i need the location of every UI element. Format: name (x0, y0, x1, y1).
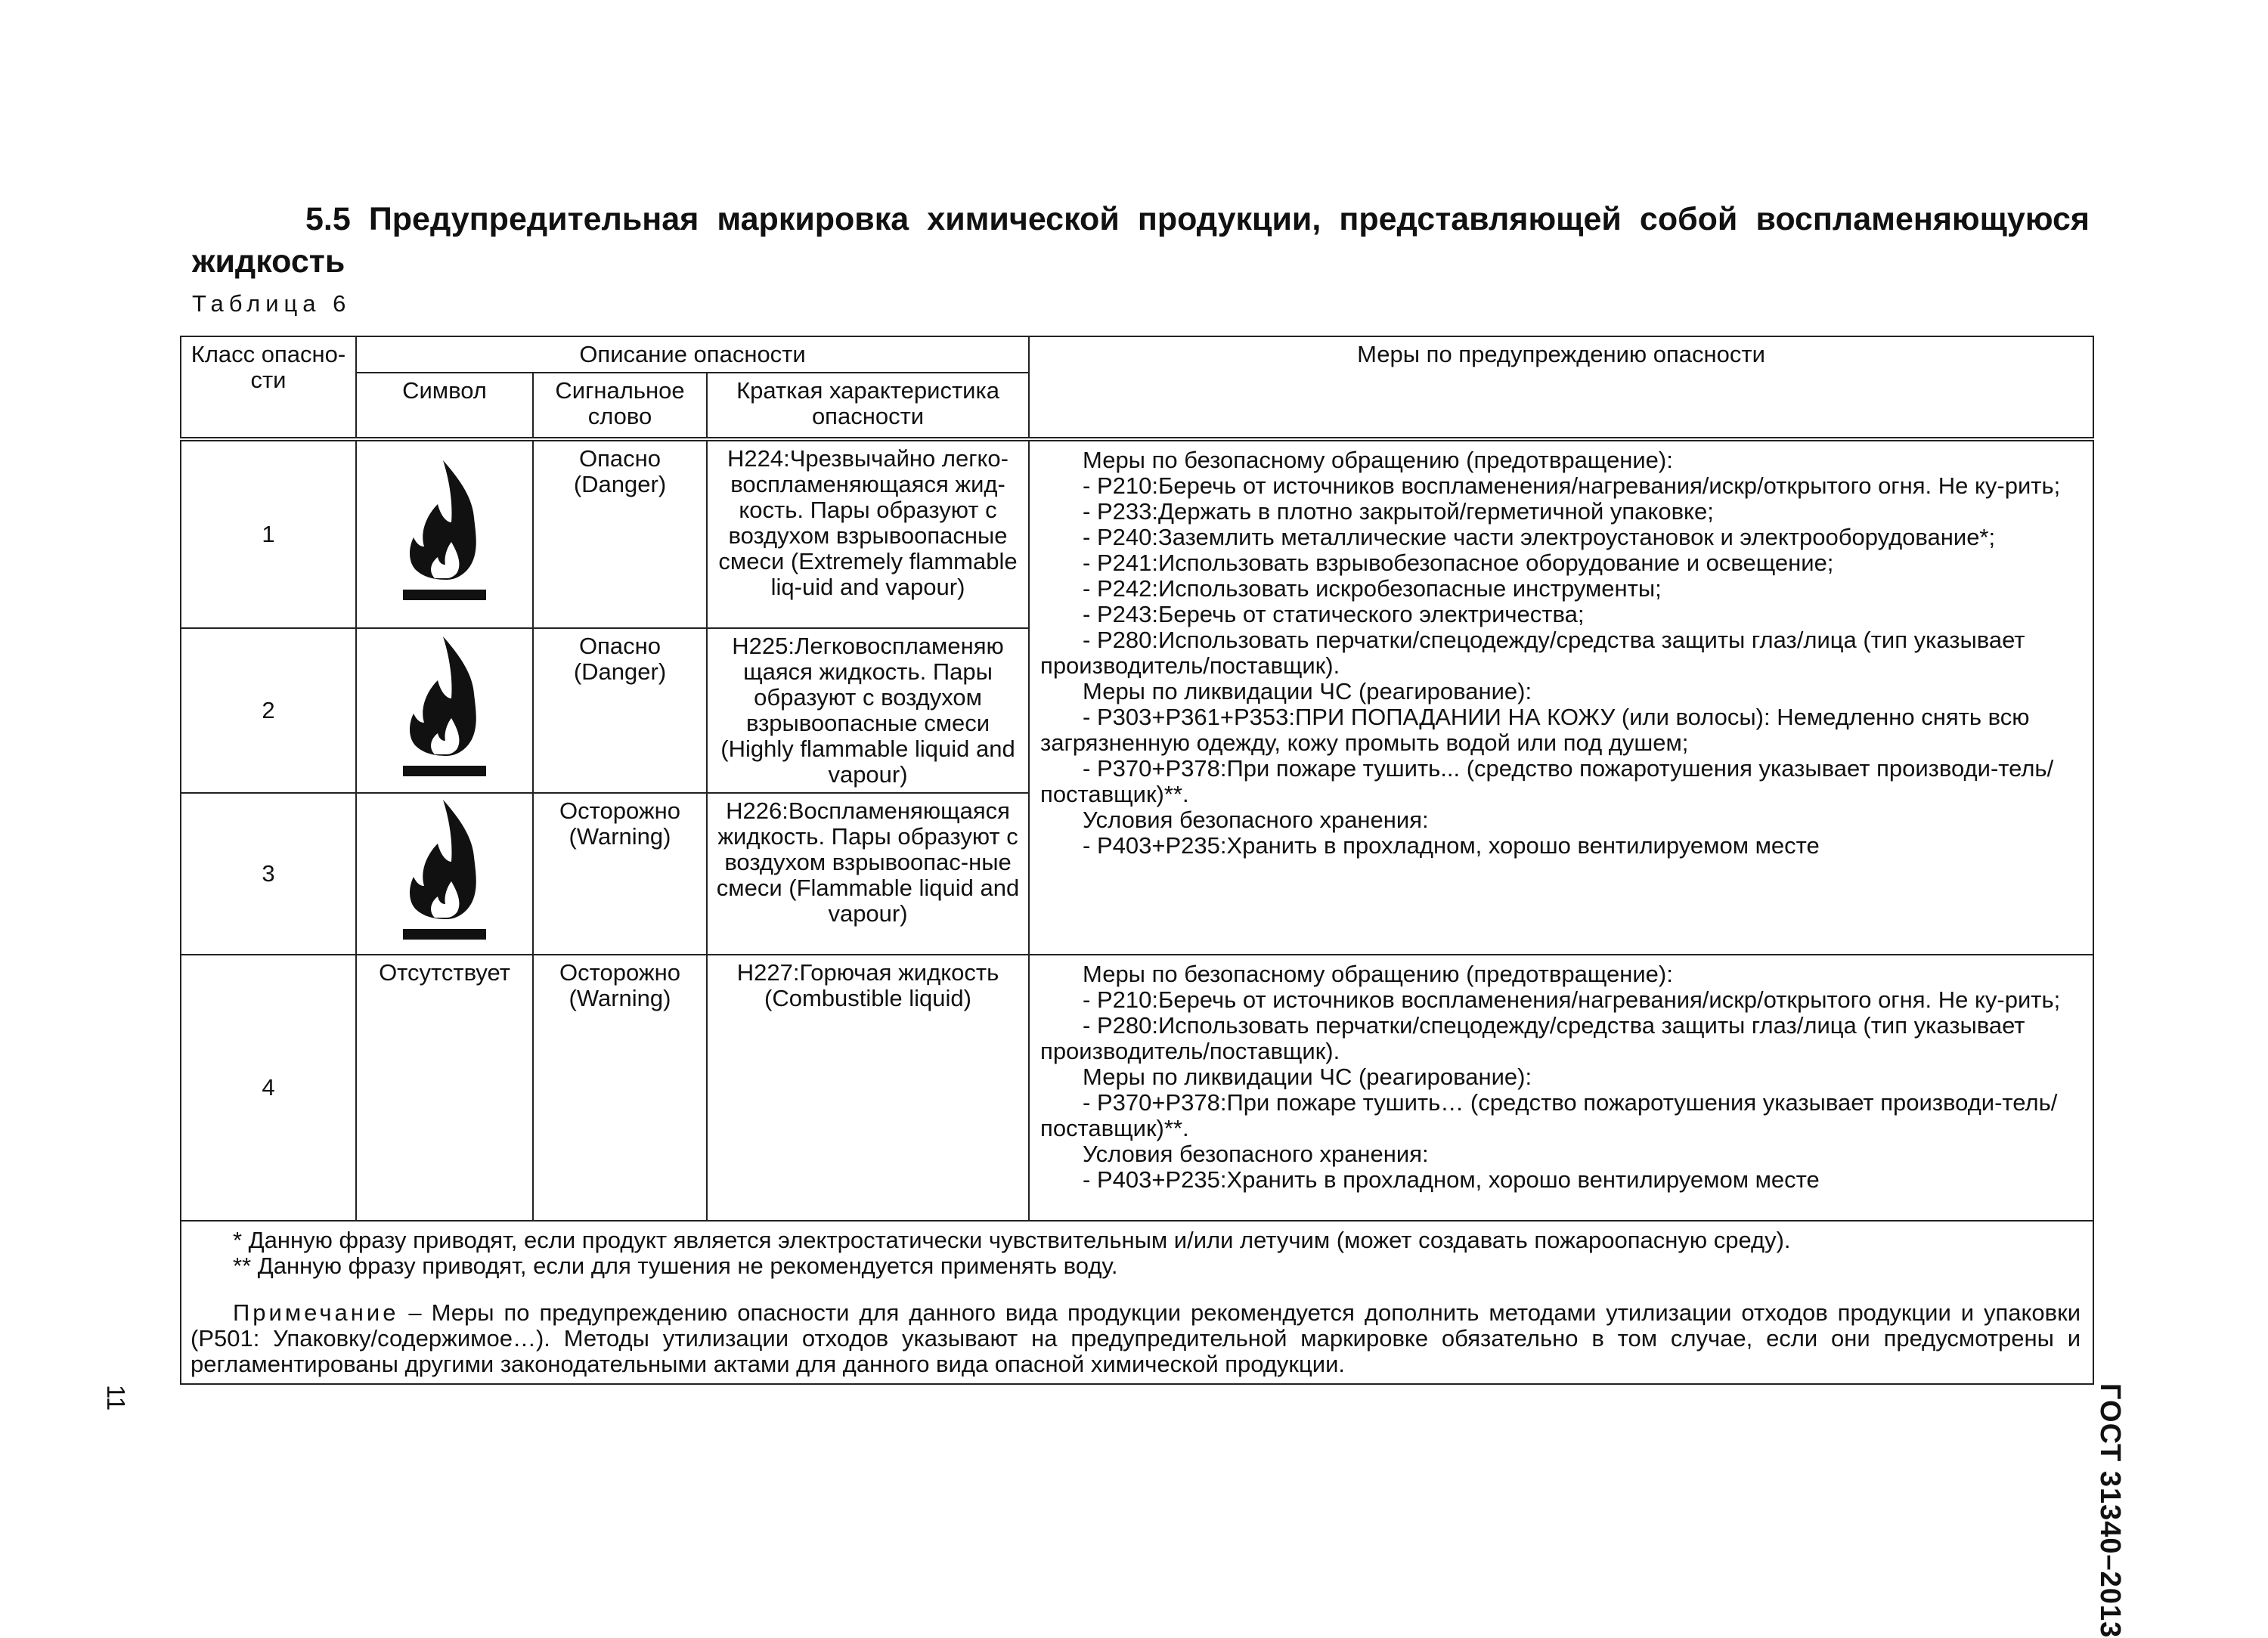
measures-cell-4 (1029, 955, 2093, 1221)
measure-line: - P241:Использовать взрывобезопасное оборудование и освещение; (1083, 550, 1834, 576)
measure-line: - P210:Беречь от источников воспламенения/нагревания/искр/открытого огня. Не ку-рить; (1083, 986, 2061, 1013)
symbol-cell (356, 793, 533, 955)
characteristic-cell: H224:Чрезвычайно легко-воспламеняющаяся жид-кость. Пары образуют с воздухом взрывоопасные смеси (Extremely flammable liq-uid and vapour) (707, 439, 1029, 628)
table-label: Таблица 6 (192, 290, 352, 317)
header-row-1 (181, 336, 2093, 373)
table-note (191, 1300, 2081, 1377)
flame-pictogram-icon (403, 459, 486, 610)
measure-line: - P280:Использовать перчатки/спецодежду/средства защиты глаз/лица (тип указывает производитель/поставщик). (1040, 627, 2025, 679)
page-number: 11 (102, 1385, 130, 1411)
footnotes-cell (181, 1221, 2093, 1384)
header-characteristic: Краткая характеристика опасности (707, 373, 1029, 439)
measure-line: Условия безопасного хранения: (1083, 807, 1429, 833)
header-symbol: Символ (356, 373, 533, 439)
measure-line: Меры по ликвидации ЧС (реагирование): (1083, 678, 1532, 704)
header-measures: Меры по предупреждению опасности (1029, 336, 2093, 439)
measure-line: - P243:Беречь от статического электричества; (1083, 601, 1585, 627)
note-text: – Меры по предупреждению опасности для данного вида продукции рекомендуется дополнить методами утилизации отходов продукции и упаковки (P501: Упаковку/содержимое…). Методы утилизации отходов указывают на предупредительной маркировке обязательно в том случае, если они предусмотрены и регламентированы другими законодательными актами для данного вида опасной химической продукции. (191, 1299, 2081, 1377)
class-cell: 3 (181, 793, 356, 955)
table-row (181, 439, 2093, 628)
header-description: Описание опасности (356, 336, 1029, 373)
measure-line: - P280:Использовать перчатки/спецодежду/средства защиты глаз/лица (тип указывает производитель/поставщик). (1040, 1012, 2025, 1064)
characteristic-cell: H226:Воспламеняющаяся жидкость. Пары образуют с воздухом взрывоопас-ные смеси (Flammable liquid and vapour) (707, 793, 1029, 955)
hazard-table (180, 336, 2094, 1385)
class-cell: 1 (181, 439, 356, 628)
measures-cell-1-3 (1029, 439, 2093, 955)
symbol-cell: Отсутствует (356, 955, 533, 1221)
measure-line: - P240:Заземлить металлические части электроустановок и электрооборудование*; (1083, 524, 1996, 550)
measure-line: - P233:Держать в плотно закрытой/герметичной упаковке; (1083, 498, 1714, 525)
characteristic-cell: H225:Легковоспламеняю щаяся жидкость. Пары образуют с воздухом взрывоопасные смеси (Highly flammable liquid and vapour) (707, 628, 1029, 793)
measure-line: - P370+P378:При пожаре тушить... (средство пожаротушения указывает производи-тель/ поставщик)**. (1040, 755, 2054, 807)
symbol-cell (356, 628, 533, 793)
signal-word-cell: Опасно (Danger) (533, 439, 707, 628)
measure-line: Меры по безопасному обращению (предотвращение): (1083, 961, 1673, 987)
flame-pictogram-icon (403, 798, 486, 949)
measure-line: - P303+P361+P353:ПРИ ПОПАДАНИИ НА КОЖУ (или волосы): Немедленно снять всю загрязненную одежду, кожу промыть водой или под душем; (1040, 704, 2030, 756)
header-signal-word: Сигнальное слово (533, 373, 707, 439)
section-heading: 5.5 Предупредительная маркировка химической продукции, представляющей собой воспламеняющуюся жидкость (192, 201, 2090, 280)
measure-line: - P403+P235:Хранить в прохладном, хорошо вентилируемом месте (1083, 832, 1820, 859)
measure-line: Условия безопасного хранения: (1083, 1141, 1429, 1167)
flame-pictogram-icon (403, 635, 486, 786)
header-class: Класс опасно-сти (181, 336, 356, 439)
measure-line: - P210:Беречь от источников воспламенения/нагревания/искр/открытого огня. Не ку-рить; (1083, 472, 2061, 499)
measure-line: Меры по безопасному обращению (предотвращение): (1083, 447, 1673, 473)
footnotes-row (181, 1221, 2093, 1384)
footnote-2: ** Данную фразу приводят, если для тушения не рекомендуется применять воду. (233, 1252, 1118, 1279)
measure-line: - P370+P378:При пожаре тушить… (средство пожаротушения указывает производи-тель/ поставщик)**. (1040, 1089, 2058, 1141)
class-cell: 4 (181, 955, 356, 1221)
standard-designation: ГОСТ 31340–2013 (2094, 1383, 2126, 1638)
characteristic-cell: H227:Горючая жидкость (Combustible liquid) (707, 955, 1029, 1221)
measure-line: Меры по ликвидации ЧС (реагирование): (1083, 1064, 1532, 1090)
footnote-1: * Данную фразу приводят, если продукт является электростатически чувствительным и/или летучим (может создавать пожароопасную среду). (233, 1227, 1791, 1253)
measure-line: - P242:Использовать искробезопасные инструменты; (1083, 575, 1662, 602)
signal-word-cell: Осторожно (Warning) (533, 955, 707, 1221)
table-row (181, 955, 2093, 1221)
class-cell: 2 (181, 628, 356, 793)
signal-word-cell: Осторожно (Warning) (533, 793, 707, 955)
symbol-cell (356, 439, 533, 628)
measure-line: - P403+P235:Хранить в прохладном, хорошо вентилируемом месте (1083, 1166, 1820, 1193)
note-label: Примечание (233, 1299, 399, 1326)
signal-word-cell: Опасно (Danger) (533, 628, 707, 793)
